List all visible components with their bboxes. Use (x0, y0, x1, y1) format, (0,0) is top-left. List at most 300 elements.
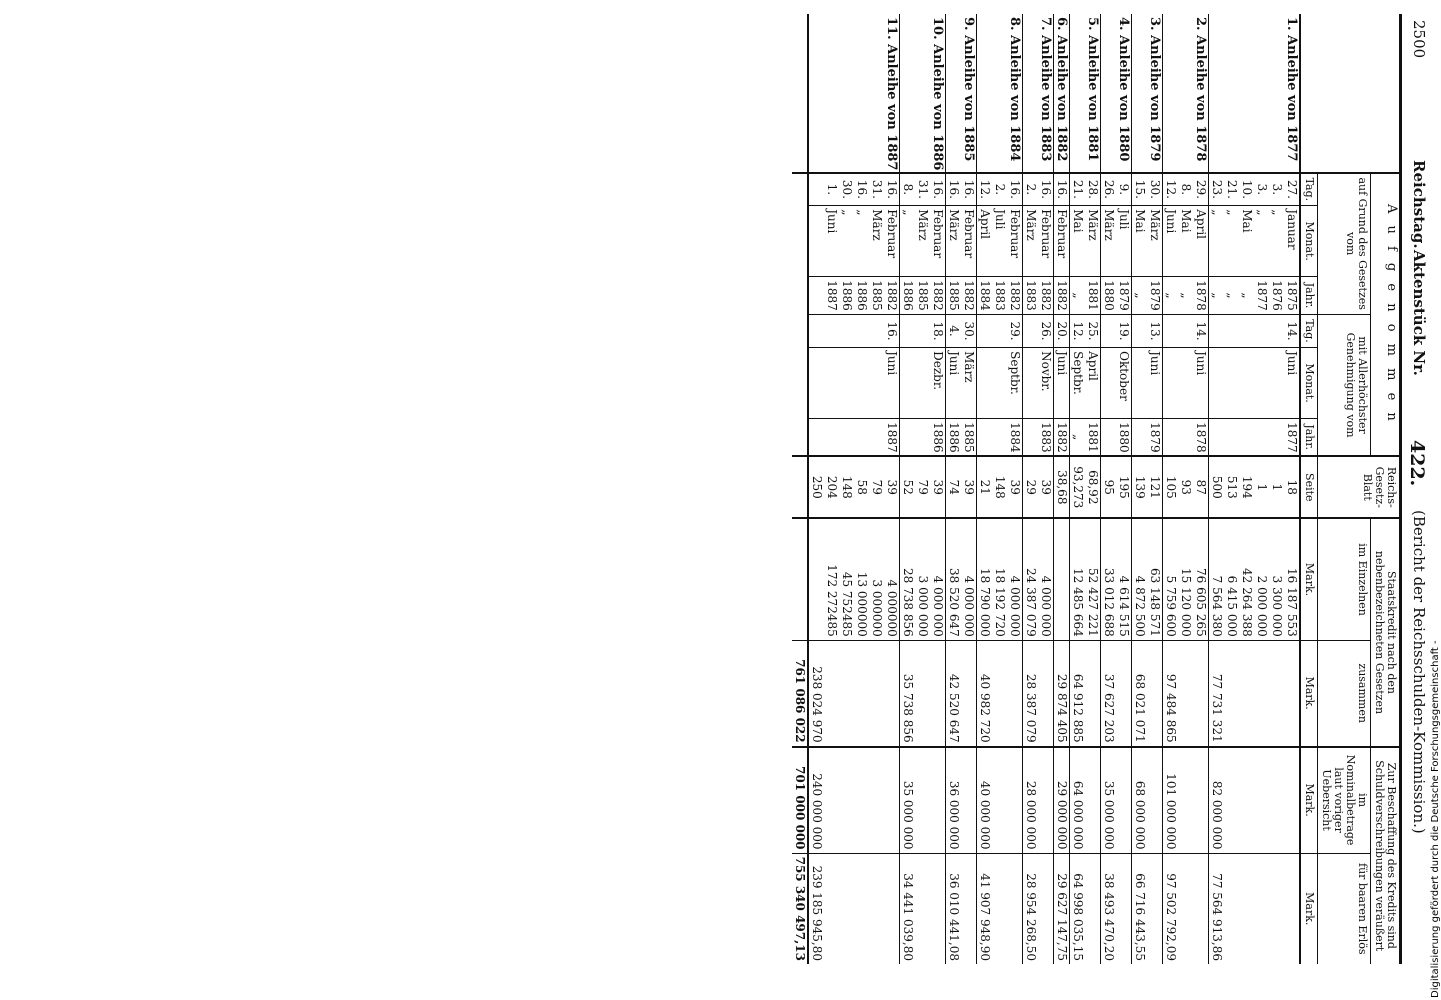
cell-am (824, 348, 839, 419)
cell-page: 39 (1007, 456, 1023, 518)
table-row (1085, 14, 1101, 964)
cell-page: 148 (839, 456, 854, 518)
cell-cash: 66 716 443,55 (1133, 873, 1147, 961)
zusammen-header: zusammen (1318, 640, 1371, 746)
cell-ay: 1878 (1193, 419, 1209, 457)
cell-sum (992, 640, 1007, 746)
table-body (808, 14, 1300, 964)
cell-lt: 8. (900, 173, 916, 206)
cell-nom: 64 000 000 (1070, 747, 1086, 853)
cell-lm: „ (839, 206, 854, 277)
cell-at (1163, 314, 1179, 347)
cell-lt: 9. (1116, 173, 1132, 206)
table-row (1239, 14, 1254, 964)
auf-grund-header: auf Grund des Gesetzes vom (1318, 173, 1371, 315)
cell-page: 18 (1284, 456, 1300, 518)
cell-ly: 1877 (1254, 277, 1269, 315)
tag-header: Tag. (1300, 314, 1318, 347)
cell-nom (992, 747, 1007, 853)
cell-at: 12. (1070, 314, 1086, 347)
cell-lt: 26. (1101, 173, 1117, 206)
cell-at: 18. (930, 314, 946, 347)
cell-sum: 77 731 321 (1209, 640, 1225, 746)
cell-page: 105 (1163, 456, 1179, 518)
cell-lt: 1. (824, 173, 839, 206)
table-row (1023, 14, 1039, 964)
mark-header: Mark. (1300, 747, 1318, 853)
cell-loan: 3. Anleihe von 1879 (1147, 14, 1163, 173)
cell-am (977, 348, 993, 419)
cell-page: 74 (946, 456, 962, 518)
debt-table (792, 14, 1402, 964)
cell-am: Juni (1284, 348, 1300, 419)
cell-lt: 16. (1038, 173, 1054, 206)
nominal-header: im Nominalbetrage laut voriger Uebersicht (1318, 747, 1371, 853)
cell-amt (1054, 518, 1070, 640)
cell-ay: 1884 (1007, 419, 1023, 457)
beschaffung-header: Zur Beschaffung des Kredits sind Schuldverschreibungen veräußert (1371, 747, 1401, 964)
header-document: Aktenstück Nr. (1410, 250, 1428, 376)
cell-at (1209, 314, 1225, 347)
cell-amt: 76 605 265 (1193, 518, 1209, 640)
total-erloes: 755 340 497,13 (792, 853, 808, 964)
cell-amt: 4 000 000 (930, 518, 946, 640)
cell-ay (1224, 419, 1239, 457)
cell-lm: „ (1224, 206, 1239, 277)
cell-lt: 30. (1147, 173, 1163, 206)
cell-lt: 8. (1178, 173, 1193, 206)
cell-ly: 1886 (900, 277, 916, 315)
cell-loan: 4. Anleihe von 1880 (1116, 14, 1132, 173)
cell-page: 39 (1038, 456, 1054, 518)
cell-at (854, 314, 869, 347)
cell-lt: 16. (1054, 173, 1070, 206)
cell-lt: 2. (1023, 173, 1039, 206)
table-row (1254, 14, 1269, 964)
cell-lm: „ (1269, 206, 1284, 277)
cell-am (1254, 348, 1269, 419)
cell-nom: 29 000 000 (1054, 747, 1070, 853)
cell-lm: April (977, 206, 993, 277)
cell-ly: 1886 (854, 277, 869, 315)
cell-loan (915, 14, 930, 173)
cell-at: 14. (1284, 314, 1300, 347)
cell-lt: 2. (992, 173, 1007, 206)
cell-page: 39 (884, 456, 900, 518)
cell-cash (1224, 853, 1239, 964)
cell-lm (808, 206, 824, 277)
cell-lt: 16. (930, 173, 946, 206)
cell-sum: 37 627 203 (1101, 640, 1117, 746)
table-row (1193, 14, 1209, 964)
cell-sum (961, 640, 977, 746)
table-row (1284, 14, 1300, 964)
cell-am (1163, 348, 1179, 419)
cell-sum (1193, 640, 1209, 746)
cell-at: 4. (946, 314, 962, 347)
cell-am: Dezbr. (930, 348, 946, 419)
cell-page: 204 (824, 456, 839, 518)
cell-am: Juni (1147, 348, 1163, 419)
cell-at (1178, 314, 1193, 347)
cell-loan (854, 14, 869, 173)
cell-ly: 1879 (1147, 277, 1163, 315)
cell-am: Juni (946, 348, 962, 419)
cell-cash (930, 853, 946, 964)
tag-header: Tag. (1300, 173, 1318, 206)
cell-lt (808, 173, 824, 206)
cell-ly: 1876 (1269, 277, 1284, 315)
cell-at: 14. (1193, 314, 1209, 347)
cell-nom (884, 747, 900, 853)
cell-loan (900, 14, 916, 173)
cell-at: 26. (1038, 314, 1054, 347)
cell-amt: 2 000 000 (1254, 518, 1269, 640)
cell-lt: 29. (1193, 173, 1209, 206)
cell-nom (854, 747, 869, 853)
cell-cash: 29 627 147,75 (1054, 853, 1070, 964)
cell-ly: 1882 (1054, 277, 1070, 315)
cell-page: 79 (869, 456, 884, 518)
cell-ly: 1883 (1023, 277, 1039, 315)
cell-cash (1193, 853, 1209, 964)
cell-loan (808, 14, 824, 173)
table-row (884, 14, 900, 964)
cell-at (1101, 314, 1117, 347)
cell-am (1269, 348, 1284, 419)
cell-amt: 13 000000 (854, 518, 869, 640)
cell-lt: 31. (869, 173, 884, 206)
cell-lt: 27. (1284, 173, 1300, 206)
cell-ay (824, 419, 839, 457)
cell-loan (977, 14, 993, 173)
cell-am (1224, 348, 1239, 419)
cell-ly: „ (1178, 277, 1193, 315)
cell-nom (1038, 747, 1054, 853)
table-row (1224, 14, 1239, 964)
cell-cash (1147, 853, 1163, 964)
cell-cash (1269, 853, 1284, 964)
cell-am (839, 348, 854, 419)
cell-ay (900, 419, 916, 457)
cell-ly: 1879 (1116, 277, 1132, 315)
cell-lt: 16. (854, 173, 869, 206)
cell-cash: 36 010 441,08 (947, 873, 961, 961)
cell-at (977, 314, 993, 347)
cell-ay: 1887 (884, 419, 900, 457)
cell-lm: Juli (992, 206, 1007, 277)
cell-at (839, 314, 854, 347)
cell-loan (1101, 14, 1117, 173)
cell-at (1023, 314, 1039, 347)
cell-ly: 1882 (961, 277, 977, 315)
cell-cash (1284, 853, 1300, 964)
cell-cash (884, 853, 900, 964)
cell-cash: 28 954 268,50 (1024, 873, 1038, 961)
cell-lt: 21. (1070, 173, 1086, 206)
cell-am: April (1085, 348, 1101, 419)
cell-page: 79 (915, 456, 930, 518)
cell-amt: 33 012 688 (1101, 518, 1117, 640)
cell-ay: 1877 (1284, 419, 1300, 457)
cell-lt: 16. (961, 173, 977, 206)
cell-sum (1269, 640, 1284, 746)
cell-cash (915, 853, 930, 964)
cell-nom: 240 000 000 (808, 747, 824, 853)
mark-header: Mark. (1300, 853, 1318, 964)
cell-cash (824, 853, 839, 964)
cell-at: 19. (1116, 314, 1132, 347)
cell-ay (1239, 419, 1254, 457)
cell-ay (1101, 419, 1117, 457)
cell-page: 93 (1178, 456, 1193, 518)
cell-nom: 36 000 000 (946, 747, 962, 853)
cell-nom (1147, 747, 1163, 853)
cell-page: 38,68 (1054, 456, 1070, 518)
cell-sum (869, 640, 884, 746)
cell-loan: 5. Anleihe von 1881 (1085, 14, 1101, 173)
cell-sum: 35 738 856 (900, 640, 916, 746)
cell-am (1023, 348, 1039, 419)
cell-page: 139 (1132, 456, 1148, 518)
cell-at (992, 314, 1007, 347)
cell-ay (1269, 419, 1284, 457)
cell-am: Oktober (1116, 348, 1132, 419)
staatskredit-header: Staatskredit nach den nebenbezeichneten Gesetzen (1371, 518, 1401, 746)
cell-at: 29. (1007, 314, 1023, 347)
cell-nom (1224, 747, 1239, 853)
loan-header (1300, 14, 1401, 173)
cell-page: 52 (900, 456, 916, 518)
table-row (824, 14, 839, 964)
cell-nom (915, 747, 930, 853)
cell-sum (1178, 640, 1193, 746)
cell-amt: 4 614 515 (1116, 518, 1132, 640)
cell-lt: 10. (1239, 173, 1254, 206)
cell-loan (1209, 14, 1225, 173)
cell-nom: 101 000 000 (1163, 747, 1179, 853)
cell-cash: 97 502 792,09 (1164, 873, 1178, 961)
cell-lm: Januar (1284, 206, 1300, 277)
cell-amt: 28 738 856 (900, 518, 916, 640)
table-row (1054, 14, 1070, 964)
table-row (930, 14, 946, 964)
cell-lt: 3. (1269, 173, 1284, 206)
cell-ay: 1883 (1038, 419, 1054, 457)
cell-ly: 1885 (915, 277, 930, 315)
cell-ay (977, 419, 993, 457)
cell-cash: 239 185 945,80 (810, 865, 824, 961)
cell-amt: 4 872 500 (1132, 518, 1148, 640)
cell-ly: „ (1163, 277, 1179, 315)
cell-ly: 1882 (1038, 277, 1054, 315)
cell-sum (839, 640, 854, 746)
cell-am (1178, 348, 1193, 419)
cell-nom (1269, 747, 1284, 853)
cell-ay (1023, 419, 1039, 457)
table-row (1132, 14, 1148, 964)
cell-cash (869, 853, 884, 964)
table-row (1101, 14, 1117, 964)
cell-loan (869, 14, 884, 173)
cell-am (1209, 348, 1225, 419)
cell-ay (869, 419, 884, 457)
cell-page: 250 (808, 456, 824, 518)
cell-ly: 1882 (930, 277, 946, 315)
cell-loan (1254, 14, 1269, 173)
cell-ay: 1881 (1085, 419, 1101, 457)
cell-cash (1116, 853, 1132, 964)
cell-amt: 63 148 571 (1147, 518, 1163, 640)
cell-loan (1239, 14, 1254, 173)
cell-am: Juni (884, 348, 900, 419)
cell-loan (824, 14, 839, 173)
cell-nom (839, 747, 854, 853)
cell-ly: „ (1070, 277, 1086, 315)
cell-amt: 172 272485 (824, 518, 839, 640)
cell-nom (1085, 747, 1101, 853)
cell-sum (1147, 640, 1163, 746)
cell-at (1269, 314, 1284, 347)
cell-page: 513 (1224, 456, 1239, 518)
cell-lm: März (1101, 206, 1117, 277)
totals-label (792, 14, 808, 173)
cell-sum (1224, 640, 1239, 746)
table-row (854, 14, 869, 964)
cell-lm: März (915, 206, 930, 277)
cell-at (824, 314, 839, 347)
cell-ly: 1881 (1085, 277, 1101, 315)
table-row (961, 14, 977, 964)
cell-loan (1070, 14, 1086, 173)
mark-header: Mark. (1300, 640, 1318, 746)
cell-amt: 15 120 000 (1178, 518, 1193, 640)
cell-lm: Mai (1132, 206, 1148, 277)
cell-lm: Juni (824, 206, 839, 277)
cell-lm: Februar (884, 206, 900, 277)
table-row (946, 14, 962, 964)
cell-ay: 1885 (961, 419, 977, 457)
cell-am (915, 348, 930, 419)
cell-amt: 18 192 720 (992, 518, 1007, 640)
cell-amt: 52 427 221 (1085, 518, 1101, 640)
cell-lt: 21. (1224, 173, 1239, 206)
cell-cash: 64 998 035,15 (1071, 873, 1085, 961)
cell-loan: 7. Anleihe von 1883 (1038, 14, 1054, 173)
cell-lt: 16. (884, 173, 900, 206)
cell-ly (808, 277, 824, 315)
table-row (977, 14, 993, 964)
cell-ly: 1878 (1193, 277, 1209, 315)
cell-am (869, 348, 884, 419)
cell-loan: 6. Anleihe von 1882 (1054, 14, 1070, 173)
cell-at (1254, 314, 1269, 347)
cell-sum: 29 874 405 (1054, 640, 1070, 746)
cell-sum (1007, 640, 1023, 746)
cell-amt: 4 000000 (884, 518, 900, 640)
table-row (1116, 14, 1132, 964)
cell-ly: 1883 (992, 277, 1007, 315)
cell-ly: 1882 (1007, 277, 1023, 315)
cell-loan: 9. Anleihe von 1885 (961, 14, 977, 173)
cell-sum (1254, 640, 1269, 746)
cell-loan: 10. Anleihe von 1886 (930, 14, 946, 173)
cell-am (1132, 348, 1148, 419)
cell-am (900, 348, 916, 419)
cell-sum (1116, 640, 1132, 746)
table-row (1163, 14, 1179, 964)
cell-nom: 82 000 000 (1209, 747, 1225, 853)
cell-page: 87 (1193, 456, 1209, 518)
cell-ly: 1880 (1101, 277, 1117, 315)
cell-am (1101, 348, 1117, 419)
cell-am (808, 348, 824, 419)
cell-amt: 24 387 079 (1023, 518, 1039, 640)
cell-page: 195 (1116, 456, 1132, 518)
cell-ly: 1886 (839, 277, 854, 315)
cell-ay: 1882 (1054, 419, 1070, 457)
cell-nom (930, 747, 946, 853)
cell-lm: „ (1209, 206, 1225, 277)
cell-amt: 18 790 000 (977, 518, 993, 640)
cell-amt: 45 752485 (839, 518, 854, 640)
cell-at (1239, 314, 1254, 347)
cell-loan (1178, 14, 1193, 173)
cell-at: 20. (1054, 314, 1070, 347)
cell-ay (839, 419, 854, 457)
cell-sum (1038, 640, 1054, 746)
cell-cash (1085, 853, 1101, 964)
cell-ay (1254, 419, 1269, 457)
table-row (808, 14, 824, 964)
table-row (1269, 14, 1284, 964)
totals-row (792, 14, 808, 964)
cell-loan (1163, 14, 1179, 173)
cell-cash: 77 564 913,86 (1210, 873, 1224, 961)
cell-at: 16. (884, 314, 900, 347)
cell-ay (915, 419, 930, 457)
table-row (869, 14, 884, 964)
cell-amt: 42 264 388 (1239, 518, 1254, 640)
cell-page: 58 (854, 456, 869, 518)
table-row (900, 14, 916, 964)
cell-ly: 1875 (1284, 277, 1300, 315)
cell-loan: 2. Anleihe von 1878 (1193, 14, 1209, 173)
side-credit: Digitalisierung gefördert durch die Deutsche Forschungsgemeinschaft - (1430, 640, 1441, 998)
cell-nom (869, 747, 884, 853)
cell-lt: 16. (946, 173, 962, 206)
aufgenommen-header: A u f g e n o m m e n (1371, 173, 1401, 457)
cell-amt: 3 000 000 (915, 518, 930, 640)
cell-loan (1224, 14, 1239, 173)
cell-sum (824, 640, 839, 746)
cell-nom (961, 747, 977, 853)
cell-ay: „ (1070, 419, 1086, 457)
cell-lm: Februar (1054, 206, 1070, 277)
table-row (1147, 14, 1163, 964)
cell-lt: 23. (1209, 173, 1225, 206)
table-row (1178, 14, 1193, 964)
cell-amt: 38 520 647 (946, 518, 962, 640)
cell-loan (839, 14, 854, 173)
cell-nom: 35 000 000 (1101, 747, 1117, 853)
cell-am: Juni (1193, 348, 1209, 419)
table-row (1007, 14, 1023, 964)
cell-ay: 1879 (1147, 419, 1163, 457)
cell-ly: 1887 (824, 277, 839, 315)
cell-ay (1178, 419, 1193, 457)
cell-lm: Juli (1116, 206, 1132, 277)
